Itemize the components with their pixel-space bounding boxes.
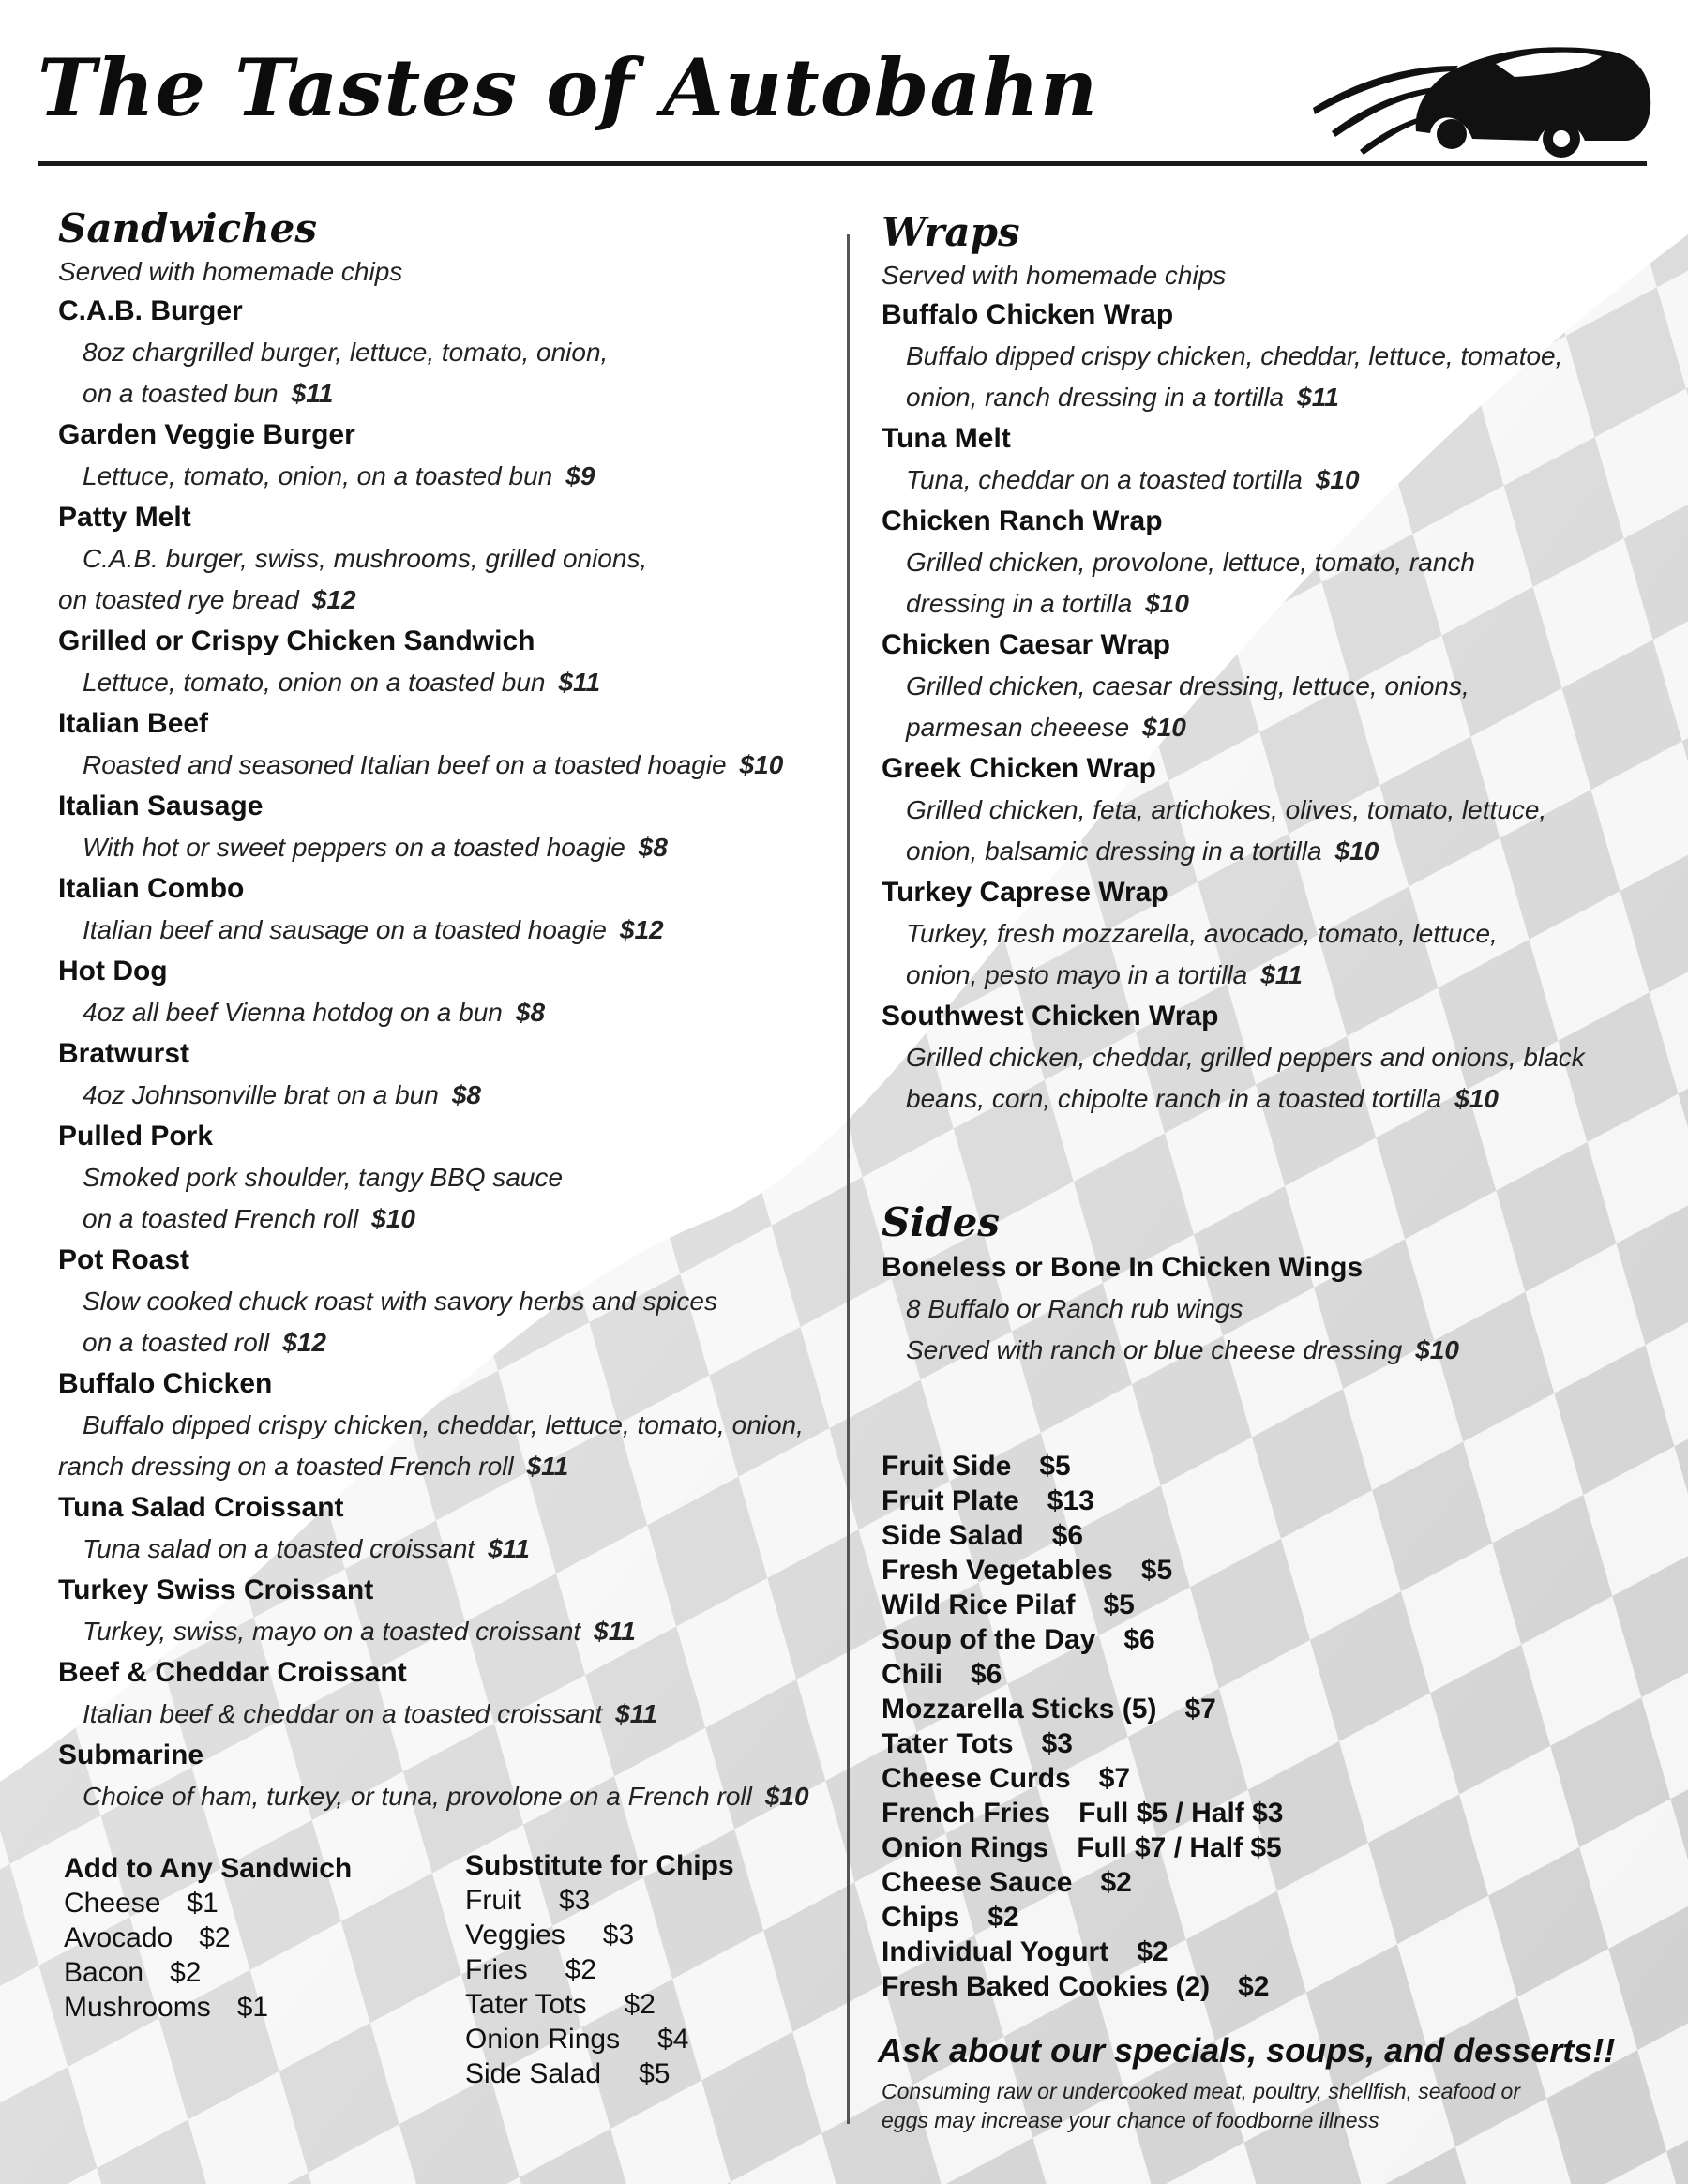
desc-text: on a toasted roll — [83, 1328, 270, 1357]
side-name: Onion Rings — [882, 1832, 1049, 1863]
desc-text: on toasted rye bread — [58, 585, 299, 614]
menu-item-desc — [58, 580, 846, 621]
side-item — [882, 1692, 1650, 1726]
menu-item-price: $10 — [739, 750, 784, 779]
menu-item-desc — [58, 1157, 846, 1198]
menu-item-price: $10 — [1334, 836, 1379, 866]
desc-text: C.A.B. burger, swiss, mushrooms, grilled onions, — [83, 544, 648, 573]
side-item — [882, 1484, 1650, 1518]
side-name: Chili — [882, 1659, 942, 1690]
wings-name: Boneless or Bone In Chicken Wings — [882, 1252, 1364, 1283]
side-item — [882, 1553, 1650, 1588]
side-price: $6 — [1123, 1624, 1155, 1655]
menu-item-name: Turkey Caprese Wrap — [882, 877, 1168, 908]
menu-item-desc — [58, 1405, 846, 1446]
side-price: Full $5 / Half $3 — [1078, 1798, 1284, 1829]
side-item — [882, 1969, 1650, 2004]
side-price: Full $7 / Half $5 — [1077, 1832, 1282, 1863]
side-name: Cheese Sauce — [882, 1867, 1073, 1898]
menu-item-desc — [882, 707, 1650, 748]
side-item — [882, 1865, 1650, 1900]
addon-row — [64, 1886, 439, 1920]
race-car-icon — [1304, 38, 1660, 159]
addon-price: $5 — [639, 2058, 671, 2089]
sides-section — [882, 1198, 1650, 1371]
side-item — [882, 1588, 1650, 1622]
menu-item-price: $10 — [371, 1204, 415, 1233]
addon-name: Onion Rings — [465, 2024, 621, 2055]
desc-text: Turkey, fresh mozzarella, avocado, tomato, lettuce, — [906, 919, 1498, 948]
side-price: $6 — [1051, 1520, 1084, 1551]
menu-item-name: Italian Sausage — [58, 791, 264, 821]
desc-text: Italian beef and sausage on a toasted hoagie — [83, 915, 607, 944]
menu-item-price: $9 — [565, 461, 595, 490]
addon-price: $3 — [602, 1920, 635, 1951]
menu-item-desc — [58, 456, 846, 497]
menu-item-desc — [58, 332, 846, 373]
addon-name: Cheese — [64, 1888, 161, 1919]
title-rule — [38, 161, 1647, 166]
menu-item-desc — [58, 1322, 846, 1363]
desc-text: 8oz chargrilled burger, lettuce, tomato, onion, — [83, 338, 609, 367]
menu-item-name: Hot Dog — [58, 956, 168, 987]
menu-item-desc — [882, 831, 1650, 872]
addon-price: $2 — [565, 1954, 597, 1985]
side-name: Chips — [882, 1902, 960, 1933]
menu-item-desc — [58, 1198, 846, 1240]
menu-item-price: $11 — [1260, 960, 1303, 989]
addon-name: Mushrooms — [64, 1992, 211, 2023]
menu-item-name: Tuna Melt — [882, 423, 1011, 454]
side-price: $5 — [1103, 1589, 1135, 1620]
addon-name: Fruit — [465, 1885, 521, 1916]
menu-item-desc — [882, 583, 1650, 625]
sides-list — [882, 1449, 1650, 2004]
menu-item-desc — [58, 745, 846, 786]
menu-item-name: Greek Chicken Wrap — [882, 753, 1156, 784]
addon-price: $2 — [170, 1957, 202, 1988]
menu-item-name: Chicken Caesar Wrap — [882, 629, 1170, 660]
addon-price: $3 — [559, 1885, 591, 1916]
sandwich-list — [58, 291, 846, 1817]
add-to-sandwich — [64, 1851, 439, 2025]
addon-name: Tater Tots — [465, 1989, 587, 2020]
desc-text: Tuna, cheddar on a toasted tortilla — [906, 465, 1303, 494]
menu-item-desc — [58, 1529, 846, 1570]
side-item — [882, 1935, 1650, 1969]
menu-item-name: Pulled Pork — [58, 1121, 214, 1152]
side-name: French Fries — [882, 1798, 1051, 1829]
menu-item-price: $11 — [615, 1699, 657, 1728]
foodborne-warning: Consuming raw or undercooked meat, poultry, shellfish, seafood or eggs may increase your chance of foodborne illness — [882, 2079, 1520, 2132]
side-price: $2 — [987, 1902, 1019, 1933]
side-item — [882, 1657, 1650, 1692]
menu-item-desc — [58, 1776, 846, 1817]
side-name: Individual Yogurt — [882, 1936, 1109, 1967]
sandwiches-heading: Sandwiches — [58, 205, 318, 251]
side-name: Tater Tots — [882, 1728, 1014, 1759]
menu-item-name: Turkey Swiss Croissant — [58, 1574, 374, 1605]
addon-row — [465, 1952, 840, 1987]
desc-text: Lettuce, tomato, onion on a toasted bun — [83, 668, 546, 697]
desc-text: 4oz all beef Vienna hotdog on a bun — [83, 998, 503, 1027]
menu-item-desc — [58, 1611, 846, 1652]
menu-item-price: $10 — [1142, 713, 1186, 742]
desc-text: With hot or sweet peppers on a toasted hoagie — [83, 833, 625, 862]
menu-item-price: $11 — [558, 668, 601, 697]
menu-item-desc — [58, 1075, 846, 1116]
menu-item-name: Submarine — [58, 1740, 204, 1770]
side-item — [882, 1900, 1650, 1935]
menu-item-name: Garden Veggie Burger — [58, 419, 355, 450]
side-price: $2 — [1238, 1971, 1270, 2002]
menu-item-desc — [882, 336, 1650, 377]
desc-text: on a toasted bun — [83, 379, 279, 408]
menu-item-price: $10 — [764, 1782, 809, 1811]
menu-item-price: $8 — [451, 1080, 481, 1109]
side-item — [882, 1622, 1650, 1657]
side-price: $7 — [1184, 1694, 1216, 1725]
menu-item-name: Chicken Ranch Wrap — [882, 505, 1163, 536]
desc-text: on a toasted French roll — [83, 1204, 359, 1233]
menu-item-price: $12 — [619, 915, 664, 944]
wings-desc-2: Served with ranch or blue cheese dressing $10 — [906, 1335, 1459, 1364]
desc-text: Grilled chicken, caesar dressing, lettuce, onions, — [906, 671, 1469, 700]
addon-price: $1 — [187, 1888, 219, 1919]
menu-item-price: $11 — [291, 379, 334, 408]
desc-text: Choice of ham, turkey, or tuna, provolone on a French roll — [83, 1782, 752, 1811]
menu-item-desc — [58, 992, 846, 1033]
sandwiches-section — [58, 204, 846, 1817]
wrap-list — [882, 294, 1650, 1120]
desc-text: parmesan cheeese — [906, 713, 1130, 742]
side-price: $6 — [971, 1659, 1002, 1690]
menu-item-desc — [58, 1694, 846, 1735]
desc-text: Grilled chicken, provolone, lettuce, tomato, ranch — [906, 548, 1475, 577]
side-name: Mozzarella Sticks (5) — [882, 1694, 1157, 1725]
menu-item-price: $8 — [515, 998, 546, 1027]
menu-item-name: Buffalo Chicken Wrap — [882, 299, 1174, 330]
substitute-chips — [465, 1848, 840, 2091]
menu-item-name: Patty Melt — [58, 502, 191, 533]
addon-row — [64, 1955, 439, 1990]
desc-text: Slow cooked chuck roast with savory herbs and spices — [83, 1287, 717, 1316]
side-name: Fruit Side — [882, 1451, 1012, 1482]
menu-item-desc — [882, 913, 1650, 955]
desc-text: Tuna salad on a toasted croissant — [83, 1534, 475, 1563]
menu-item-name: Buffalo Chicken — [58, 1368, 273, 1399]
addon-price: $4 — [657, 2024, 689, 2055]
desc-text: dressing in a tortilla — [906, 589, 1133, 618]
desc-text: Smoked pork shoulder, tangy BBQ sauce — [83, 1163, 564, 1192]
side-name: Soup of the Day — [882, 1624, 1096, 1655]
menu-item-name: Southwest Chicken Wrap — [882, 1001, 1219, 1032]
desc-text: onion, ranch dressing in a tortilla — [906, 383, 1285, 412]
menu-item-desc — [58, 1446, 846, 1487]
menu-item-name: Italian Combo — [58, 873, 245, 904]
desc-text: onion, balsamic dressing in a tortilla — [906, 836, 1322, 866]
side-price: $2 — [1137, 1936, 1168, 1967]
addon-row — [64, 1920, 439, 1955]
addon-row — [465, 1918, 840, 1952]
desc-text: 4oz Johnsonville brat on a bun — [83, 1080, 439, 1109]
menu-item-desc — [882, 1037, 1650, 1078]
side-price: $5 — [1039, 1451, 1071, 1482]
side-item — [882, 1761, 1650, 1796]
menu-item-name: Italian Beef — [58, 708, 209, 739]
side-item — [882, 1796, 1650, 1830]
side-name: Fresh Vegetables — [882, 1555, 1113, 1586]
addon-name: Veggies — [465, 1920, 565, 1951]
desc-text: Roasted and seasoned Italian beef on a toasted hoagie — [83, 750, 727, 779]
menu-item-desc — [58, 538, 846, 580]
specials-note: Ask about our specials, soups, and desserts!! — [878, 2031, 1616, 2070]
menu-item-desc — [58, 373, 846, 414]
wraps-heading: Wraps — [882, 209, 1020, 255]
page-title: The Tastes of Autobahn — [38, 41, 1099, 134]
side-price: $2 — [1100, 1867, 1132, 1898]
addon-row — [465, 1987, 840, 2022]
desc-text: ranch dressing on a toasted French roll — [58, 1452, 514, 1481]
wings-desc-1: 8 Buffalo or Ranch rub wings — [906, 1294, 1243, 1323]
menu-item-desc — [882, 790, 1650, 831]
menu-item-desc — [882, 377, 1650, 418]
menu-item-desc — [882, 1078, 1650, 1120]
wraps-subheading: Served with homemade chips — [882, 261, 1227, 290]
menu-item-price: $11 — [1297, 383, 1339, 412]
menu-item-desc — [882, 955, 1650, 996]
menu-item-price: $11 — [526, 1452, 569, 1481]
addon-row — [465, 2056, 840, 2091]
desc-text: Lettuce, tomato, onion, on a toasted bun — [83, 461, 553, 490]
menu-item-desc — [58, 827, 846, 868]
desc-text: beans, corn, chipolte ranch in a toasted tortilla — [906, 1084, 1442, 1113]
menu-item-name: Tuna Salad Croissant — [58, 1492, 344, 1523]
side-item — [882, 1726, 1650, 1761]
menu-item-desc — [58, 662, 846, 703]
menu-item-price: $10 — [1145, 589, 1189, 618]
menu-item-name: Bratwurst — [58, 1038, 190, 1069]
menu-item-name: Grilled or Crispy Chicken Sandwich — [58, 625, 535, 656]
menu-item-name: C.A.B. Burger — [58, 295, 243, 326]
column-divider — [847, 234, 850, 2124]
desc-text: Grilled chicken, feta, artichokes, olives, tomato, lettuce, — [906, 795, 1547, 824]
sandwiches-subheading: Served with homemade chips — [58, 257, 403, 286]
desc-text: Buffalo dipped crispy chicken, cheddar, lettuce, tomato, onion, — [83, 1410, 804, 1439]
addon-name: Side Salad — [465, 2058, 602, 2089]
addon-row — [465, 2022, 840, 2056]
menu-item-price: $10 — [1315, 465, 1360, 494]
addon-price: $2 — [624, 1989, 656, 2020]
add-to-sandwich-heading: Add to Any Sandwich — [64, 1853, 353, 1884]
addon-name: Fries — [465, 1954, 528, 1985]
menu-item-price: $12 — [311, 585, 356, 614]
side-price: $5 — [1140, 1555, 1173, 1586]
menu-item-price: $12 — [282, 1328, 326, 1357]
side-item — [882, 1449, 1650, 1484]
addon-price: $2 — [199, 1922, 231, 1953]
menu-item-price: $11 — [594, 1617, 636, 1646]
menu-item-price: $8 — [638, 833, 668, 862]
desc-text: onion, pesto mayo in a tortilla — [906, 960, 1248, 989]
menu-item-desc — [882, 542, 1650, 583]
side-name: Side Salad — [882, 1520, 1024, 1551]
addon-name: Avocado — [64, 1922, 173, 1953]
menu-item-name: Pot Roast — [58, 1244, 190, 1275]
side-price: $13 — [1047, 1485, 1094, 1516]
menu-item-desc — [58, 910, 846, 951]
side-name: Wild Rice Pilaf — [882, 1589, 1076, 1620]
desc-text: Grilled chicken, cheddar, grilled peppers and onions, black — [906, 1043, 1585, 1072]
desc-text: Buffalo dipped crispy chicken, cheddar, lettuce, tomatoe, — [906, 341, 1563, 370]
side-price: $7 — [1098, 1763, 1131, 1794]
sides-heading: Sides — [882, 1199, 1001, 1245]
wings-price: $10 — [1415, 1335, 1459, 1364]
addon-row — [465, 1883, 840, 1918]
desc-text: Italian beef & cheddar on a toasted croissant — [83, 1699, 603, 1728]
addon-name: Bacon — [64, 1957, 144, 1988]
menu-item-name: Beef & Cheddar Croissant — [58, 1657, 407, 1688]
side-price: $3 — [1041, 1728, 1073, 1759]
menu-item-desc — [882, 666, 1650, 707]
side-item — [882, 1830, 1650, 1865]
desc-text: Turkey, swiss, mayo on a toasted croissant — [83, 1617, 581, 1646]
side-name: Fruit Plate — [882, 1485, 1019, 1516]
menu-item-desc — [882, 459, 1650, 501]
menu-item-desc — [58, 1281, 846, 1322]
wraps-section — [882, 208, 1650, 1120]
substitute-chips-heading: Substitute for Chips — [465, 1850, 734, 1881]
addon-price: $1 — [236, 1992, 269, 2023]
addon-row — [64, 1990, 439, 2025]
side-item — [882, 1518, 1650, 1553]
menu-item-price: $11 — [488, 1534, 530, 1563]
menu-item-price: $10 — [1454, 1084, 1499, 1113]
side-name: Cheese Curds — [882, 1763, 1071, 1794]
side-name: Fresh Baked Cookies (2) — [882, 1971, 1211, 2002]
